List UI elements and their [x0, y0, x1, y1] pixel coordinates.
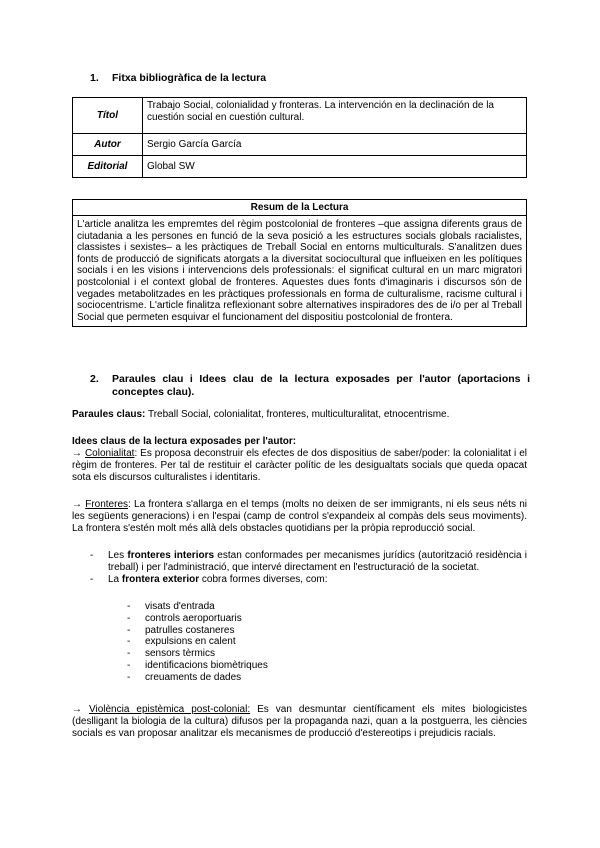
- arrow-icon: →: [72, 499, 82, 510]
- exterior-forms-list: [123, 601, 423, 684]
- table-row: [73, 134, 527, 156]
- arrow-icon: →: [72, 704, 82, 715]
- table-row: [73, 98, 527, 134]
- biblio-value-title: Trabajo Social, colonialidad y fronteras. La intervención en la declinación de la cuestión social en cuestión cultural.: [142, 98, 526, 134]
- violencia-term: Violència epistèmica post-colonial:: [89, 704, 251, 715]
- resum-title: Resum de la Lectura: [73, 200, 526, 216]
- section-1-title: Fitxa bibliogràfica de la lectura: [112, 72, 267, 84]
- list-item: - La frontera exterior cobra formes diverses, com:: [86, 574, 527, 586]
- list-item: - sensors tèrmics: [123, 648, 423, 660]
- list-item: - creuaments de dades: [123, 672, 423, 684]
- paraules-text: Treball Social, colonialitat, fronteres, multiculturalitat, etnocentrisme.: [145, 409, 450, 420]
- biblio-value-editorial: Global SW: [142, 156, 526, 178]
- list-item: - expulsions en calent: [123, 636, 423, 648]
- list-item: - controls aeroportuaris: [123, 613, 423, 625]
- biblio-label: Títol: [73, 98, 143, 134]
- list-item: - Les fronteres interiors estan conformades per mecanismes jurídics (autorització residència i treball) i per l'administració, que intervé directament en l'estructuració de la societat.: [86, 550, 527, 574]
- section-2-heading: [90, 373, 530, 399]
- list-item: - patrulles costaneres: [123, 625, 423, 637]
- arrow-icon: →: [72, 448, 82, 459]
- fronteres-term: Fronteres: [85, 499, 129, 510]
- biblio-label: Editorial: [73, 156, 143, 178]
- frontera-exterior-term: frontera exterior: [121, 573, 200, 585]
- colonialitat-text: : Es proposa deconstruir els efectes de dos dispositius de saber/poder: la colonialitat i el règim de fronteres. Per tal de restituir el caràcter polític de les desigualtats socials que queda opacat sota els discursos culturalistes i identitaris.: [72, 448, 527, 483]
- violencia-text: Es van desmuntar científicament els mites biologicistes (deslligant la biologia de la cultura) difusos per la propaganda nazi, quan a la postguerra, les ciències socials es van proposar analitzar els mecanismes de producció d'estereotips i prejudicis racials.: [72, 704, 527, 739]
- paraules-label: Paraules claus:: [72, 409, 146, 420]
- colonialitat-paragraph: [72, 448, 527, 483]
- resum-box: [72, 199, 527, 327]
- idees-heading: Idees claus de la lectura exposades per l'autor:: [72, 436, 297, 447]
- biblio-table: [72, 97, 527, 178]
- section-2-title: Paraules clau i Idees clau de la lectura exposades per l'autor (aportacions i conceptes clau).: [112, 373, 530, 398]
- list-item: - visats d'entrada: [123, 601, 423, 613]
- section-1-heading: [90, 72, 266, 84]
- paraules-line: [72, 409, 532, 421]
- resum-body: L'article analitza les empremtes del règim postcolonial de fronteres –que assigna diferents graus de ciutadania a les persones en funció de la seva posició a les estructures socials globals racialistes, classistes i sexistes– a les pràctiques de Treball Social en entorns multiculturals. S'analitzen dues fonts de producció de significats atorgats a la diversitat sociocultural que influeixen en les polítiques socials i en les visions i intervencions dels professionals: el significat cultural en un marc migratori postcolonial i el context global de fronteres. Aquestes dues fonts d'imaginaris i discursos són de vegades metabolitzades en les pràctiques professionals en forma de culturalisme, racisme cultural i sociocentrisme. L'article finalitza reflexionant sobre alternatives inspiradores des de i/o per al Treball Social que permeten esquivar el funcionament del dispositiu postcolonial de frontera.: [77, 219, 522, 323]
- violencia-paragraph: [72, 704, 527, 739]
- fronteres-list: [86, 550, 527, 585]
- biblio-label: Autor: [73, 134, 143, 156]
- fronteres-paragraph: [72, 499, 527, 534]
- biblio-value-author: Sergio García García: [142, 134, 526, 156]
- fronteres-bullets: [86, 550, 527, 585]
- table-row: [73, 156, 527, 178]
- forms-list: [123, 601, 423, 684]
- fronteres-interiors-term: fronteres interiors: [127, 550, 215, 561]
- fronteres-text: : La frontera s'allarga en el temps (molts no deixen de ser immigrants, ni els seus néts ni les següents generacions) i en l'espai (camp de control s'expandeix al compàs dels seus moviments). La frontera s'estén molt més allà dels obstacles quotidians per la pròpia reproducció social.: [72, 499, 527, 534]
- section-2-number: 2.: [90, 373, 99, 385]
- section-1-number: 1.: [90, 72, 99, 84]
- colonialitat-term: Colonialitat: [84, 448, 135, 459]
- list-item: - identificacions biomètriques: [123, 660, 423, 672]
